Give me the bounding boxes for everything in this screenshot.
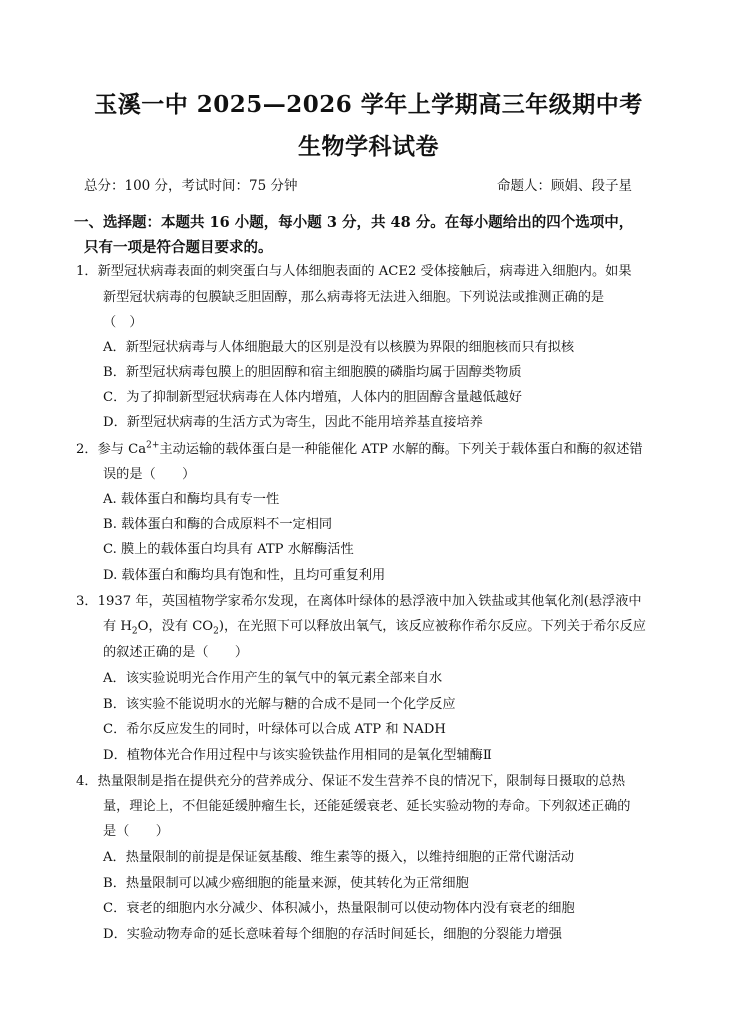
exam-score-time: 总分：100 分，考试时间：75 分钟: [84, 178, 298, 194]
question-1-stem: （ ）: [103, 315, 143, 330]
question-1-stem: 新型冠状病毒的包膜缺乏胆固醇，那么病毒将无法进入细胞。下列说法或推测正确的是: [103, 290, 605, 305]
question-2-option-b: B. 载体蛋白和酶的合成原料不一定相同: [103, 517, 333, 532]
question-3-stem: [103, 618, 646, 636]
question-3-option-a: A．该实验说明光合作用产生的氧气中的氧元素全部来自水: [103, 671, 443, 686]
question-1-option-c: C．为了抑制新型冠状病毒在人体内增殖，人体内的胆固醇含量越低越好: [103, 390, 522, 405]
question-4-option-b: B．热量限制可以减少癌细胞的能量来源，使其转化为正常细胞: [103, 876, 469, 891]
question-3-stem: 的叙述正确的是（ ）: [103, 645, 249, 660]
question-4-stem: 4．热量限制是指在提供充分的营养成分、保证不发生营养不良的情况下，限制每日摄取的总热: [76, 774, 626, 789]
stem-text: 主动运输的载体蛋白是一种能催化 ATP 水解的酶。下列关于载体蛋白和酶的叙述错: [159, 442, 643, 457]
exam-title: 玉溪一中 2025—2026 学年上学期高三年级期中考: [94, 91, 643, 118]
exam-subtitle: 生物学科试卷: [298, 133, 439, 160]
subscript: 2: [213, 626, 219, 637]
subscript: 2: [131, 626, 138, 637]
question-4-stem: 量，理论上，不但能延缓肿瘤生长，还能延缓衰老、延长实验动物的寿命。下列叙述正确的: [103, 799, 631, 814]
stem-text: 有 H: [103, 619, 132, 634]
section-heading-line: 一、选择题：本题共 16 小题，每小题 3 分，共 48 分。在每小题给出的四个选项中，: [74, 214, 634, 231]
question-1-stem: 1．新型冠状病毒表面的刺突蛋白与人体细胞表面的 ACE2 受体接触后，病毒进入细胞内。如果: [76, 264, 632, 279]
question-4-option-a: A．热量限制的前提是保证氨基酸、维生素等的摄入，以维持细胞的正常代谢活动: [103, 850, 575, 865]
question-2-option-d: D. 载体蛋白和酶均具有饱和性，且均可重复利用: [103, 568, 386, 583]
question-1-option-d: D．新型冠状病毒的生活方式为寄生，因此不能用培养基直接培养: [103, 415, 483, 430]
superscript: 2+: [146, 440, 160, 451]
stem-text: )，在光照下可以释放出氧气，该反应被称作希尔反应。下列关于希尔反应: [218, 619, 646, 634]
section-heading: [74, 210, 674, 260]
stem-text: O，没有 CO: [137, 619, 214, 634]
question-1-option-a: A．新型冠状病毒与人体细胞最大的区别是没有以核膜为界限的细胞核而只有拟核: [103, 340, 575, 355]
section-heading-line: 只有一项是符合题目要求的。: [84, 239, 273, 256]
question-2-stem: 误的是（ ）: [103, 467, 196, 482]
stem-text: 2．参与 Ca: [76, 442, 147, 457]
question-3-option-d: D．植物体光合作用过程中与该实验铁盐作用相同的是氧化型辅酶Ⅱ: [103, 748, 492, 763]
question-4-stem: 是（ ）: [103, 824, 169, 839]
question-4-option-d: D．实验动物寿命的延长意味着每个细胞的存活时间延长，细胞的分裂能力增强: [103, 927, 562, 942]
exam-authors: 命题人：顾娟、段子星: [497, 178, 632, 194]
question-2-stem: [76, 441, 643, 459]
question-3-option-b: B．该实验不能说明水的光解与糖的合成不是同一个化学反应: [103, 697, 456, 712]
question-4-option-c: C．衰老的细胞内水分减少、体积减小，热量限制可以使动物体内没有衰老的细胞: [103, 901, 575, 916]
question-2-option-a: A. 载体蛋白和酶均具有专一性: [103, 492, 280, 507]
question-3-option-c: C．希尔反应发生的同时，叶绿体可以合成 ATP 和 NADH: [103, 722, 446, 737]
question-3-stem: 3．1937 年，英国植物学家希尔发现，在离体叶绿体的悬浮液中加入铁盐或其他氧化剂(悬浮液中: [76, 594, 642, 609]
question-2-option-c: C. 膜上的载体蛋白均具有 ATP 水解酶活性: [103, 542, 354, 557]
question-1-option-b: B．新型冠状病毒包膜上的胆固醇和宿主细胞膜的磷脂均属于固醇类物质: [103, 365, 522, 380]
